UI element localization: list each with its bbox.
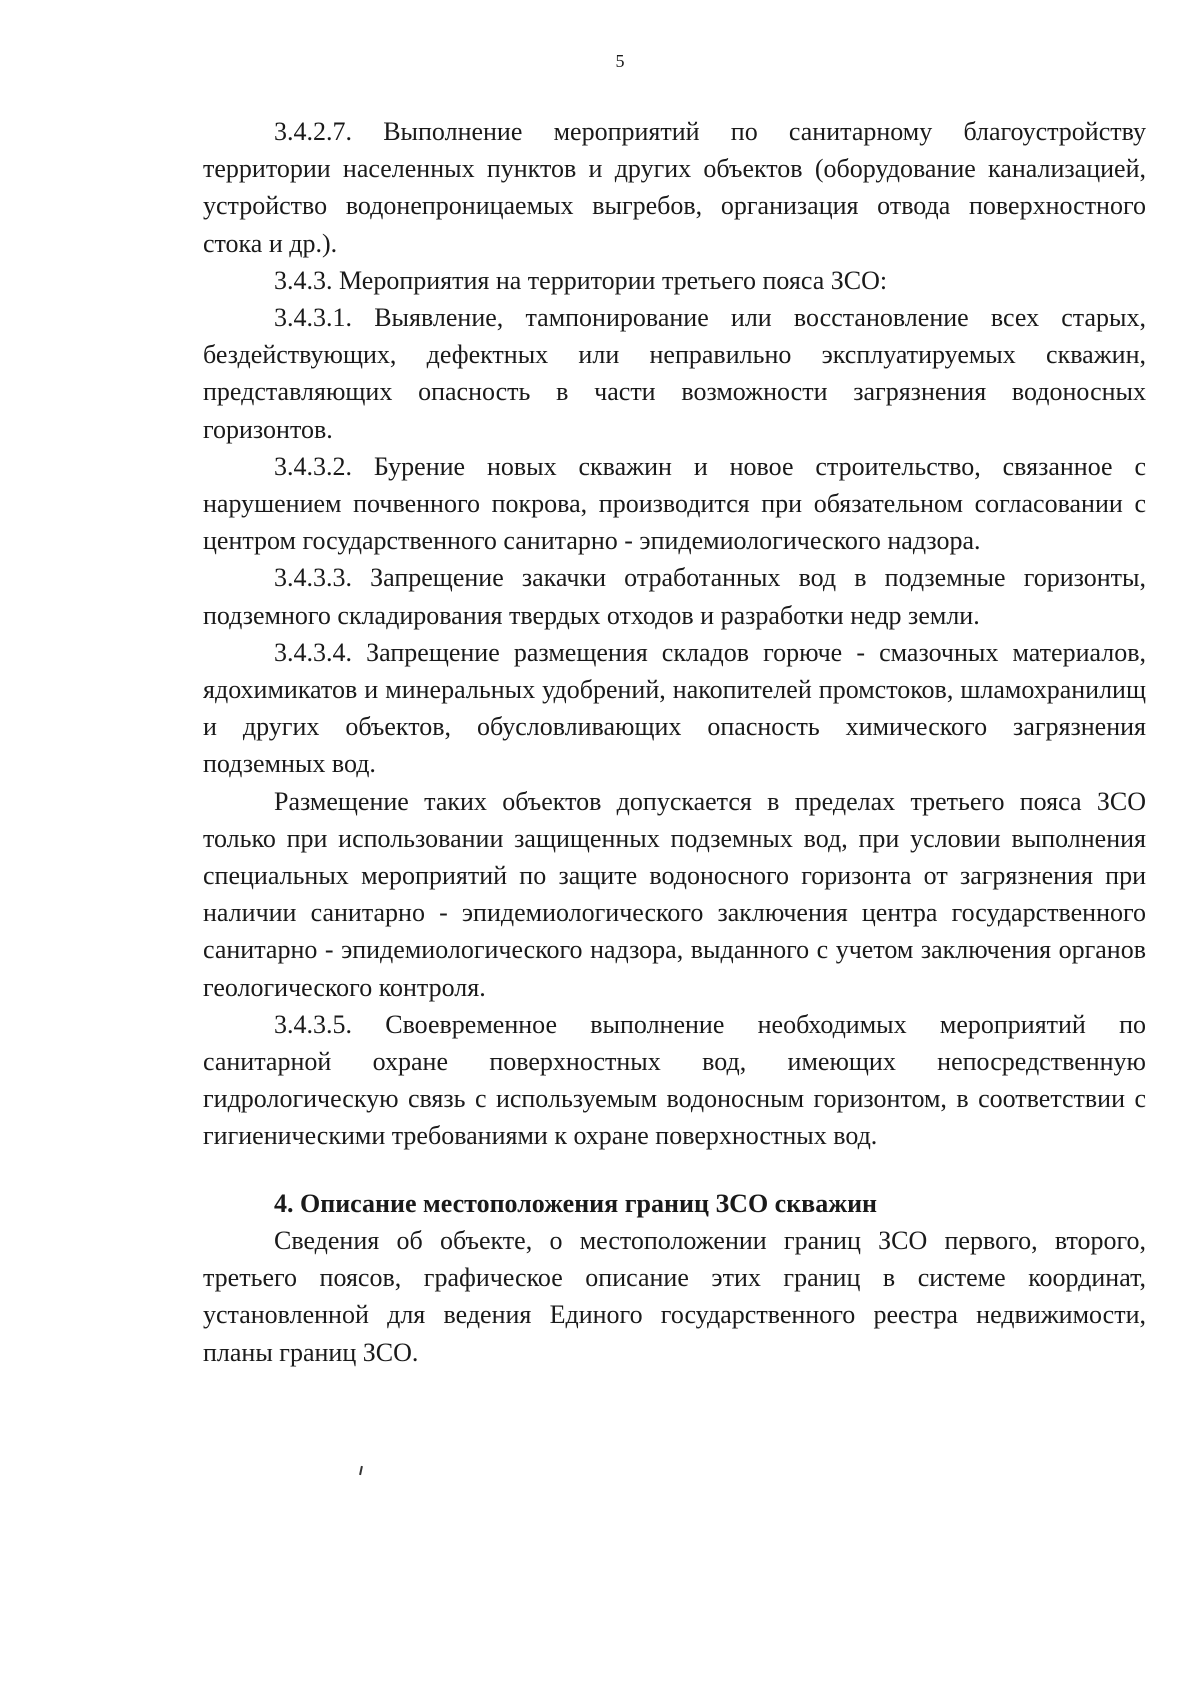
paragraph-3-4-3-5: 3.4.3.5. Своевременное выполнение необходимых мероприятий по санитарной охране поверхностных вод, имеющих непосредственную гидрологическую связь с используемым водоносным горизонтом, в соответствии с гигиеническими требованиями к охране поверхностных вод. [203, 1009, 1146, 1151]
section-4-heading: 4. Описание местоположения границ ЗСО скважин [274, 1188, 878, 1218]
paragraph-3-4-3-3: 3.4.3.3. Запрещение закачки отработанных вод в подземные горизонты, подземного складирования твердых отходов и разработки недр земли. [203, 563, 1146, 630]
page-number: 5 [615, 51, 625, 71]
paragraph-3-4-3-4: 3.4.3.4. Запрещение размещения складов горюче - смазочных материалов, ядохимикатов и минеральных удобрений, накопителей промстоков, шламохранилищ и других объектов, обусловливающих опасность химического загрязнения подземных вод. [203, 637, 1146, 779]
scan-artifact-mark [359, 1466, 363, 1475]
section-4-body: Сведения об объекте, о местоположении границ ЗСО первого, второго, третьего поясов, графическое описание этих границ в системе координат, установленной для ведения Единого государственного реестра недвижимости, планы границ ЗСО. [203, 1225, 1146, 1367]
paragraph-3-4-3-2: 3.4.3.2. Бурение новых скважин и новое строительство, связанное с нарушением почвенного покрова, производится при обязательном согласовании с центром государственного санитарно - эпидемиологического надзора. [203, 451, 1146, 556]
paragraph-3-4-3: 3.4.3. Мероприятия на территории третьего пояса ЗСО: [274, 265, 888, 295]
paragraph-placement: Размещение таких объектов допускается в пределах третьего пояса ЗСО только при использовании защищенных подземных вод, при условии выполнения специальных мероприятий по защите водоносного горизонта от загрязнения при наличии санитарно - эпидемиологического заключения центра государственного санитарно - эпидемиологического надзора, выданного с учетом заключения органов геологического контроля. [203, 786, 1146, 1002]
paragraph-3-4-3-1: 3.4.3.1. Выявление, тампонирование или восстановление всех старых, бездействующих, дефектных или неправильно эксплуатируемых скважин, представляющих опасность в части возможности загрязнения водоносных горизонтов. [203, 303, 1146, 444]
paragraph-3-4-2-7: 3.4.2.7. Выполнение мероприятий по санитарному благоустройству территории населенных пунктов и других объектов (оборудование канализацией, устройство водонепроницаемых выгребов, организация отвода поверхностного стока и др.). [203, 117, 1146, 258]
document-body [203, 113, 1146, 1371]
